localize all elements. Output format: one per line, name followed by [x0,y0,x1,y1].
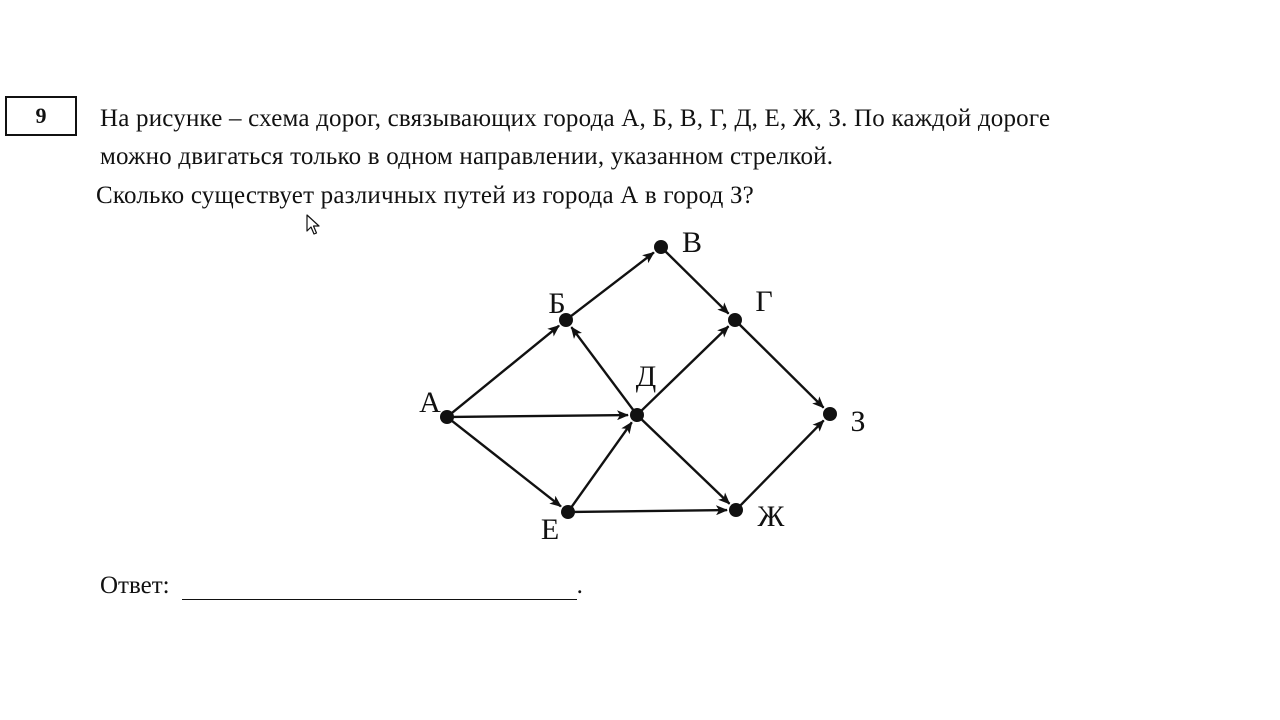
city-label-A: А [419,386,441,419]
road-edge-D-Zh [641,419,729,504]
answer-label: Ответ: [100,572,170,599]
task-text-line-2: можно двигаться только в одном направлении, указанном стрелкой. [100,143,834,170]
city-label-B: Б [548,287,566,320]
answer-end-mark: . [576,572,583,599]
city-node-E [561,505,575,519]
answer-row [100,572,583,600]
road-edge-D-B [571,327,633,410]
road-edge-E-Zh [574,510,727,512]
answer-input-line[interactable] [182,575,577,600]
road-edge-G-Z [739,324,823,407]
road-edge-A-D [453,415,628,417]
road-edge-E-D [571,422,631,507]
city-label-D: Д [635,360,657,393]
city-label-E: Е [540,513,560,546]
road-edge-A-E [452,421,561,507]
city-node-Zh [729,503,743,517]
city-label-G: Г [755,285,773,318]
road-edge-V-G [665,251,728,313]
road-edge-Zh-Z [740,420,824,505]
city-label-Z: З [850,405,866,438]
task-number: 9 [35,103,47,128]
city-node-V [654,240,668,254]
task-text-line-1: На рисунке – схема дорог, связывающих города А, Б, В, Г, Д, Е, Ж, З. По каждой дороге [100,105,1051,132]
city-node-A [440,410,454,424]
road-edge-A-B [452,326,559,414]
city-node-G [728,313,742,327]
city-label-Zh: Ж [757,500,785,533]
city-node-Z [823,407,837,421]
task-question: Сколько существует различных путей из города А в город З? [96,182,754,209]
city-node-D [630,408,644,422]
city-label-V: В [681,226,703,259]
road-edge-B-V [571,252,654,316]
